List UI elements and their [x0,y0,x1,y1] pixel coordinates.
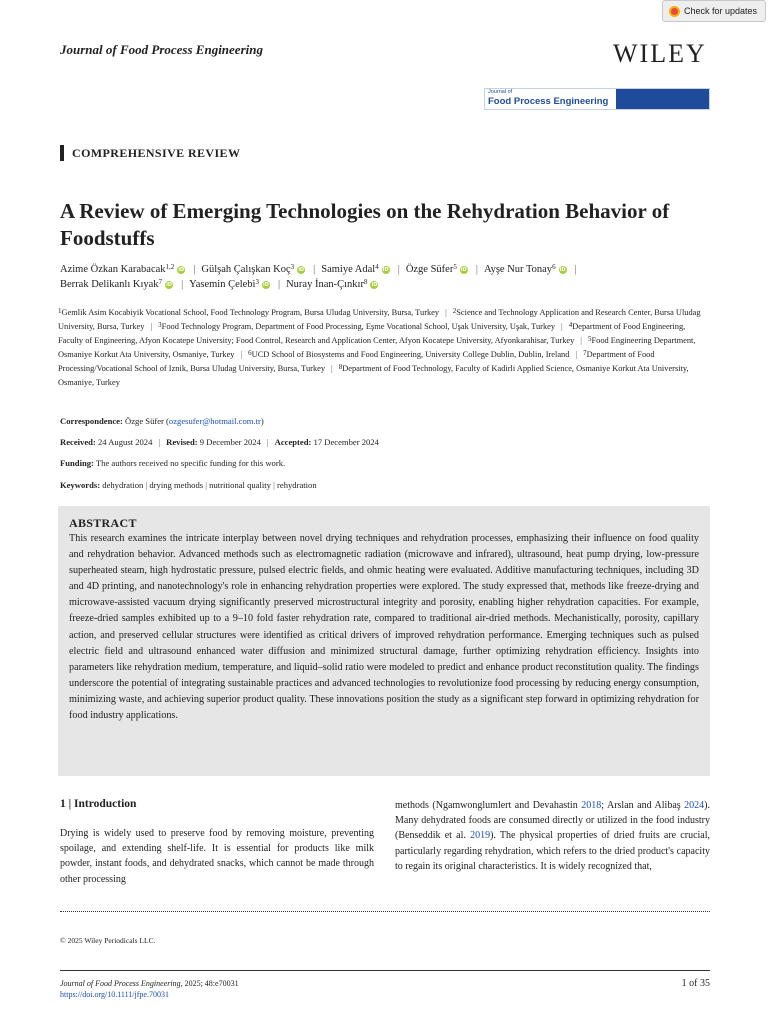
affiliation: Gemlik Asim Kocabiyik Vocational School, Food Technology Program, Bursa Uludag University, Bursa, Turkey [61,308,440,317]
author[interactable] [60,264,187,275]
keyword: drying methods [149,480,204,490]
citation-link[interactable]: 2018 [581,800,602,811]
author-affiliation-ref: 7 [158,278,163,286]
article-title: A Review of Emerging Technologies on the Rehydration Behavior of Foodstuffs [60,199,670,250]
author-affiliation-ref: 8 [363,278,368,286]
author-name: Azime Özkan Karabacak [60,264,166,275]
body-text: methods (Ngamwonglumlert and Devahastin [395,800,582,811]
footer-divider [60,970,710,971]
author-name: Nuray İnan-Çınkır [286,279,364,290]
page-number: 1 of 35 [681,978,710,989]
affiliation: Department of Food Technology, Faculty of Kadirli Applied Science, Osmaniye Korkut Ata University, Osmaniye, Turkey [58,364,689,387]
author-name: Ayşe Nur Tonay [483,264,553,275]
affiliation-number: 7 [583,349,587,357]
author[interactable] [484,264,569,275]
body-text: ; Arslan and Alibaş [601,800,685,811]
article-type-label: COMPREHENSIVE REVIEW [60,145,240,161]
affiliation-number: 1 [58,307,62,315]
author[interactable] [321,264,391,275]
footer-volume: , 2025; 48:e70031 [180,979,239,988]
abstract-heading: ABSTRACT [69,516,137,530]
keyword: dehydration [102,480,144,490]
journal-banner[interactable] [484,88,710,110]
author[interactable] [60,279,175,290]
author-list: Azime Özkan Karabacak$^{1,2}$ iD | Gülşah Çalışkan Koç$^3$ iD | Samiye Adal$^4$ iD | Özge Süfer$^5$ iD | Ayşe Nur Tonay$^6$ iD | Berrak Delikanlı Kıyak$^7$ iD | Yasemin Çelebi$^3$ iD | Nuray İnan-Çınkır$^8$ iD [60,263,577,290]
affiliation: Department of Food Processing/Vocational School of Iznik, Bursa Uludag University, Bursa, Turkey [58,350,655,373]
correspondence [60,416,264,426]
orcid-icon[interactable]: iD [178,266,185,273]
abstract-box [58,506,710,776]
doi-link[interactable]: https://doi.org/10.1111/jfpe.70031 [60,990,169,999]
received-date: 24 August 2024 [97,437,153,447]
received-label: Received: [60,437,96,447]
affiliation-number: 8 [338,363,343,371]
author-name: Yasemin Çelebi [189,279,256,290]
author-name: Samiye Adal [321,264,376,275]
correspondence-email-link[interactable]: ozgesufer@hotmail.com.tr [168,416,261,426]
banner-color-block [616,89,709,109]
check-for-updates-button[interactable] [662,0,766,22]
keywords: Keywords: dehydration | drying methods | nutritional quality | rehydration [60,480,317,490]
affiliation: UCD School of Biosystems and Food Engineering, University College Dublin, Dublin, Ireland [251,350,570,359]
affiliation-number: 3 [158,321,162,329]
affiliation-number: 6 [248,349,252,357]
orcid-icon[interactable]: iD [298,266,305,273]
section-heading-introduction: 1 | Introduction [60,798,137,810]
affiliation: Science and Technology Application and Research Center, Bursa Uludag University, Bursa, Turkey [58,308,701,331]
footnote-divider [60,911,710,912]
publisher-logo: WILEY [613,39,707,68]
affiliation: Department of Food Engineering, Faculty of Engineering, Afyon Kocatepe University; Food Control, Research and Application Center, Afyon Kocatepe University, Afyonkarahisar, Turkey [58,322,686,345]
affiliation-number: 4 [568,321,573,329]
accepted-label: Accepted: [274,437,312,447]
affiliation-number: 5 [587,335,592,343]
author-affiliation-ref: 4 [375,263,379,271]
footer-journal-name: Journal of Food Process Engineering [60,979,181,988]
copyright-notice: © 2025 Wiley Periodicals LLC. [60,936,156,945]
author[interactable] [189,279,272,290]
orcid-icon[interactable]: iD [371,281,378,288]
accepted-date: 17 December 2024 [313,437,379,447]
correspondence-close: ) [260,416,264,426]
affiliation: Food Technology Program, Department of Food Processing, Eşme Vocational School, Uşak University, Uşak, Turkey [161,322,556,331]
author[interactable] [286,279,380,290]
check-for-updates-label: Check for updates [683,6,757,16]
crossmark-icon [669,6,680,17]
citation-link[interactable]: 2019 [470,830,491,842]
author-name: Berrak Delikanlı Kıyak [60,279,159,290]
affiliation: Food Engineering Department, Osmaniye Korkut Ata University, Osmaniye, Turkey [58,336,696,359]
orcid-icon[interactable]: iD [382,266,389,273]
intro-paragraph-right [395,798,710,874]
keyword: rehydration [277,480,317,490]
body-text: ). Many dehydrated foods are consumed directly or utilized in the food industry (Benseddik et al. [395,800,710,842]
footer-citation [60,978,239,1000]
author-affiliation-ref: 5 [453,263,457,271]
affiliation-number: 2 [452,307,457,315]
orcid-icon[interactable]: iD [166,281,172,288]
correspondence-label: Correspondence: [60,416,123,426]
citation-link[interactable]: 2024 [684,800,705,811]
affiliations: $^1$Gemlik Asim Kocabiyik Vocational School, Food Technology Program, Bursa Uludag University, Bursa, Turkey | $^2$Science and Technology Application and Research Center, Bursa Uludag University, Bursa, Turkey | $^3$Food Technology Program, Department of Food Processing, Eşme Vocational School, Uşak University, Uşak, Turkey | $^4$Department of Food Engineering, Faculty of Engineering, Afyon Kocatepe University; Food Control, Research and Application Center, Afyon Kocatepe University, Afyonkarahisar, Turkey | $^5$Food Engineering Department, Osmaniye Korkut Ata University, Osmaniye, Turkey | $^6$UCD School of Biosystems and Food Engineering, University College Dublin, Dublin, Ireland | $^7$Department of Food Processing/Vocational School of Iznik, Bursa Uludag University, Bursa, Turkey | $^8$Department of Food Technology, Faculty of Kadirli Applied Science, Osmaniye Korkut Ata University, Osmaniye, Turkey [58,307,701,387]
orcid-icon[interactable]: iD [559,266,566,273]
article-dates: Received: 24 August 2024 | Revised: 9 December 2024 | Accepted: 17 December 2024 [60,437,379,447]
banner-title: Food Process Engineering [488,96,609,107]
body-text: ). The physical properties of dried fruits are crucial, particularly regarding rehydration, which refers to the dried product's capacity to regain its original characteristics. It is widely recognized that, [395,830,710,872]
funding-text: The authors received no specific funding for this work. [95,458,286,468]
author[interactable] [406,264,470,275]
banner-small-text: Journal of [488,89,513,95]
funding-label: Funding: [60,458,94,468]
keyword: nutritional quality [209,480,271,490]
author[interactable] [201,264,307,275]
intro-paragraph-left: Drying is widely used to preserve food by removing moisture, preventing spoilage, and extending shelf-life. It is essential for products like milk powder, instant foods, and dehydrated snacks, which cannot be made through other processing [60,828,374,885]
author-affiliation-ref: 3 [290,263,295,271]
journal-name: Journal of Food Process Engineering [60,42,263,57]
author-name: Özge Süfer [405,264,454,275]
orcid-icon[interactable]: iD [263,281,269,288]
revised-date: 9 December 2024 [199,437,261,447]
correspondence-name: Özge Süfer ( [125,416,169,426]
funding [60,458,285,468]
author-affiliation-ref: 3 [255,278,259,286]
revised-label: Revised: [166,437,198,447]
abstract-text: This research examines the intricate interplay between novel drying techniques and rehydration processes, emphasizing their influence on food quality and rehydration behavior. Advanced methods such as electromagnetic radiation (microwave and infrared), ultrasound, heat pump drying, low-pressure superheated steam, high hydrostatic pressure, pulsed electric fields, and ohmic heating were evaluated. Additive manufacturing techniques, including 3D and 4D printing, and nanotechnology's role in enhancing rehydration properties were explored. The study expressed that, methods like freeze-drying and microwave-assisted vacuum drying significantly preserved microstructural integrity and porosity, enabling higher rehydration capacities. For example, freeze-dried samples exhibited up to a 9–10 fold faster rehydration rate, compared to traditional air-dried methods. Mechanistically, porosity, capillary action, and preserved cellular structures were identified as critical drivers of improved rehydration performance. Emerging techniques such as pulsed electric field and ultrasound enhanced water diffusion and minimized structural damage, further optimizing rehydration efficiency. Insights into parameters like rehydration medium, temperature, and liquid–solid ratio were modeled to predict and enhance product reconstitution quality. The findings underscore the potential of integrating sustainable practices and advanced technologies to revolutionize food processing by reducing energy consumption, minimizing waste, and achieving superior product quality. These innovations position the study as a significant step forward in optimizing rehydration for food industry applications. [69,533,699,722]
author-name: Gülşah Çalışkan Koç [201,264,291,275]
keywords-label: Keywords: [60,480,101,490]
author-affiliation-ref: 1,2 [165,263,175,271]
author-affiliation-ref: 6 [552,263,556,271]
orcid-icon[interactable]: iD [460,266,467,273]
